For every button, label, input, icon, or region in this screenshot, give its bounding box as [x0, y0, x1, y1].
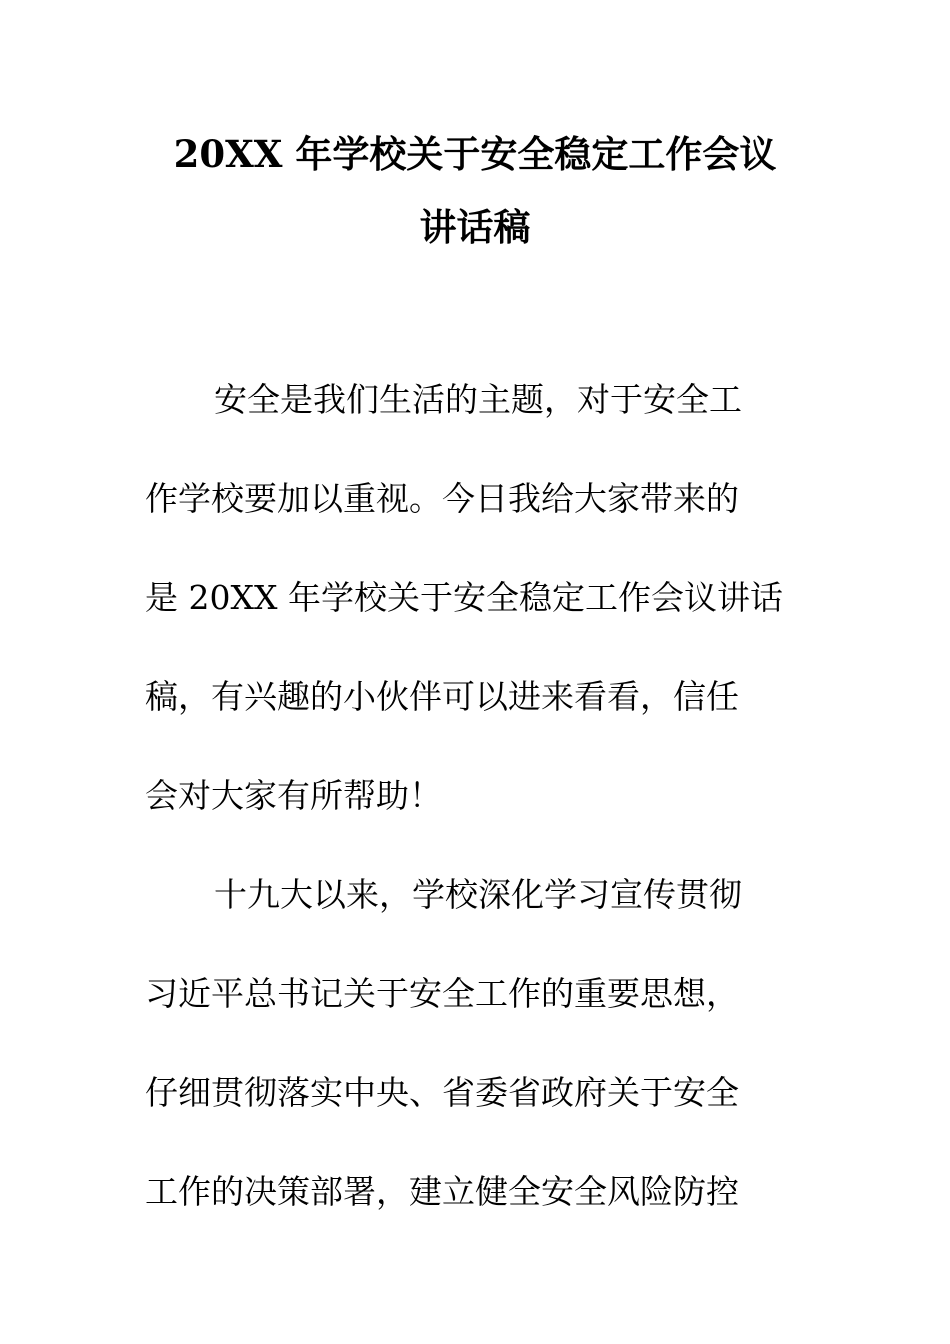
- paragraph-1-line-1: 安全是我们生活的主题，对于安全工: [214, 380, 742, 419]
- paragraph-2-line-2: 习近平总书记关于安全工作的重要思想，: [145, 974, 739, 1013]
- paragraph-2-line-1: 十九大以来，学校深化学习宣传贯彻: [214, 875, 742, 914]
- paragraph-1-line-3: 是 20XX 年学校关于安全稳定工作会议讲话: [145, 578, 783, 617]
- paragraph-1-line-2: 作学校要加以重视。今日我给大家带来的: [145, 479, 739, 518]
- document-title-line-1: 20XX 年学校关于安全稳定工作会议: [173, 132, 777, 176]
- paragraph-1-line-4: 稿，有兴趣的小伙伴可以进来看看，信任: [145, 677, 739, 716]
- document-title-line-2: 讲话稿: [419, 205, 531, 249]
- paragraph-2-line-4: 工作的决策部署，建立健全安全风险防控: [145, 1172, 739, 1211]
- paragraph-2-line-3: 仔细贯彻落实中央、省委省政府关于安全: [145, 1073, 739, 1112]
- paragraph-1-line-5: 会对大家有所帮助！: [145, 776, 442, 815]
